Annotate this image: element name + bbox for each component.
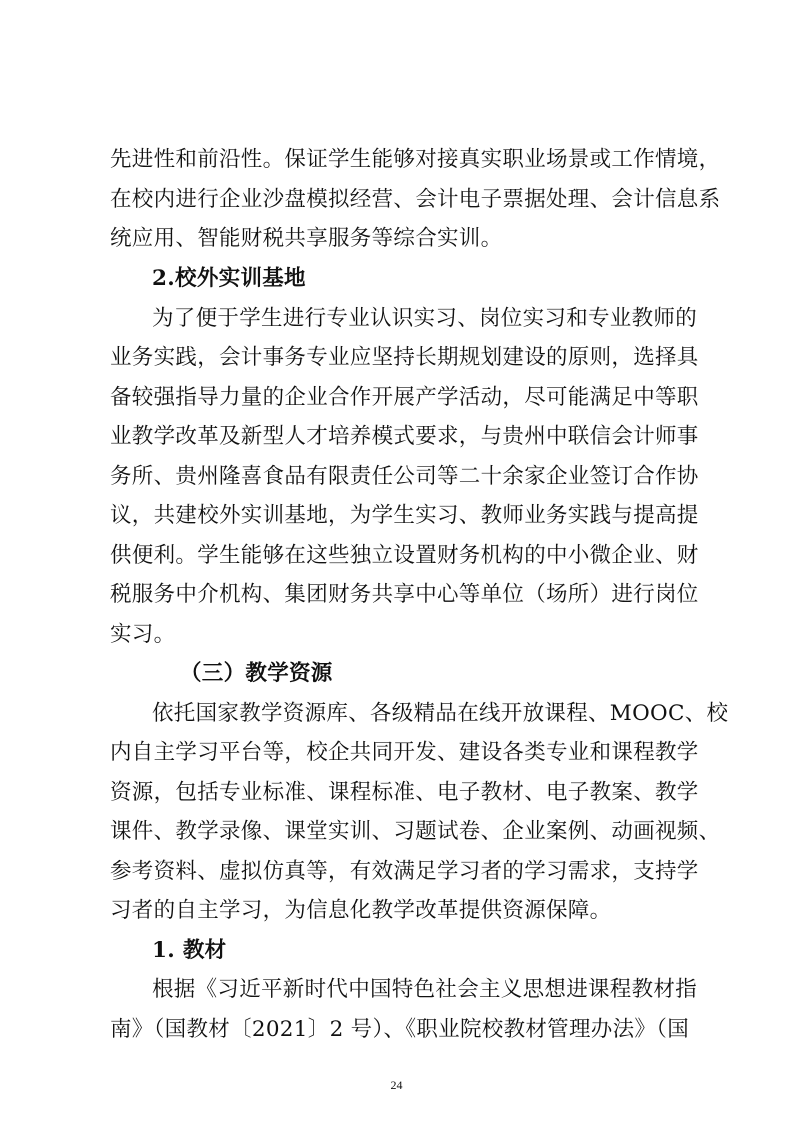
paragraph-line: 资源，包括专业标准、课程标准、电子教材、电子教案、教学 (110, 780, 699, 805)
paragraph-line: 根据《习近平新时代中国特色社会主义思想进课程教材指 (152, 977, 698, 1002)
paragraph-line: 依托国家教学资源库、各级精品在线开放课程、MOOC、校 (152, 701, 729, 726)
paragraph-line: 备较强指导力量的企业合作开展产学活动，尽可能满足中等职 (110, 385, 699, 410)
paragraph-line: 业务实践，会计事务专业应坚持长期规划建设的原则，选择具 (110, 345, 699, 370)
paragraph-line: 统应用、智能财税共享服务等综合实训。 (110, 226, 503, 251)
paragraph-line: 先进性和前沿性。保证学生能够对接真实职业场景或工作情境， (110, 147, 721, 172)
paragraph-line: 内自主学习平台等，校企共同开发、建设各类专业和课程教学 (110, 740, 699, 765)
paragraph-line: 税服务中介机构、集团财务共享中心等单位（场所）进行岗位 (110, 582, 699, 607)
paragraph-line: 实习。 (110, 622, 176, 647)
paragraph-line: 业教学改革及新型人才培养模式要求，与贵州中联信会计师事 (110, 424, 699, 449)
page-number: 24 (390, 1078, 403, 1092)
subsection-heading: （三）教学资源 (180, 661, 333, 686)
section-heading: 1. 教材 (152, 938, 227, 963)
paragraph-line: 在校内进行企业沙盘模拟经营、会计电子票据处理、会计信息系 (110, 187, 721, 212)
paragraph-line: 参考资料、虚拟仿真等，有效满足学习者的学习需求，支持学 (110, 859, 699, 884)
paragraph-line: 为了便于学生进行专业认识实习、岗位实习和专业教师的 (152, 306, 698, 331)
paragraph-line: 务所、贵州隆喜食品有限责任公司等二十余家企业签订合作协 (110, 464, 699, 489)
paragraph-line: 课件、教学录像、课堂实训、习题试卷、企业案例、动画视频、 (110, 819, 721, 844)
paragraph-line: 南》（国教材〔2021〕2 号）、《职业院校教材管理办法》（国 (110, 1017, 690, 1042)
section-heading: 2.校外实训基地 (152, 266, 306, 291)
paragraph-line: 议，共建校外实训基地，为学生实习、教师业务实践与提高提 (110, 503, 699, 528)
paragraph-line: 习者的自主学习，为信息化教学改革提供资源保障。 (110, 898, 612, 923)
paragraph-line: 供便利。学生能够在这些独立设置财务机构的中小微企业、财 (110, 543, 699, 568)
